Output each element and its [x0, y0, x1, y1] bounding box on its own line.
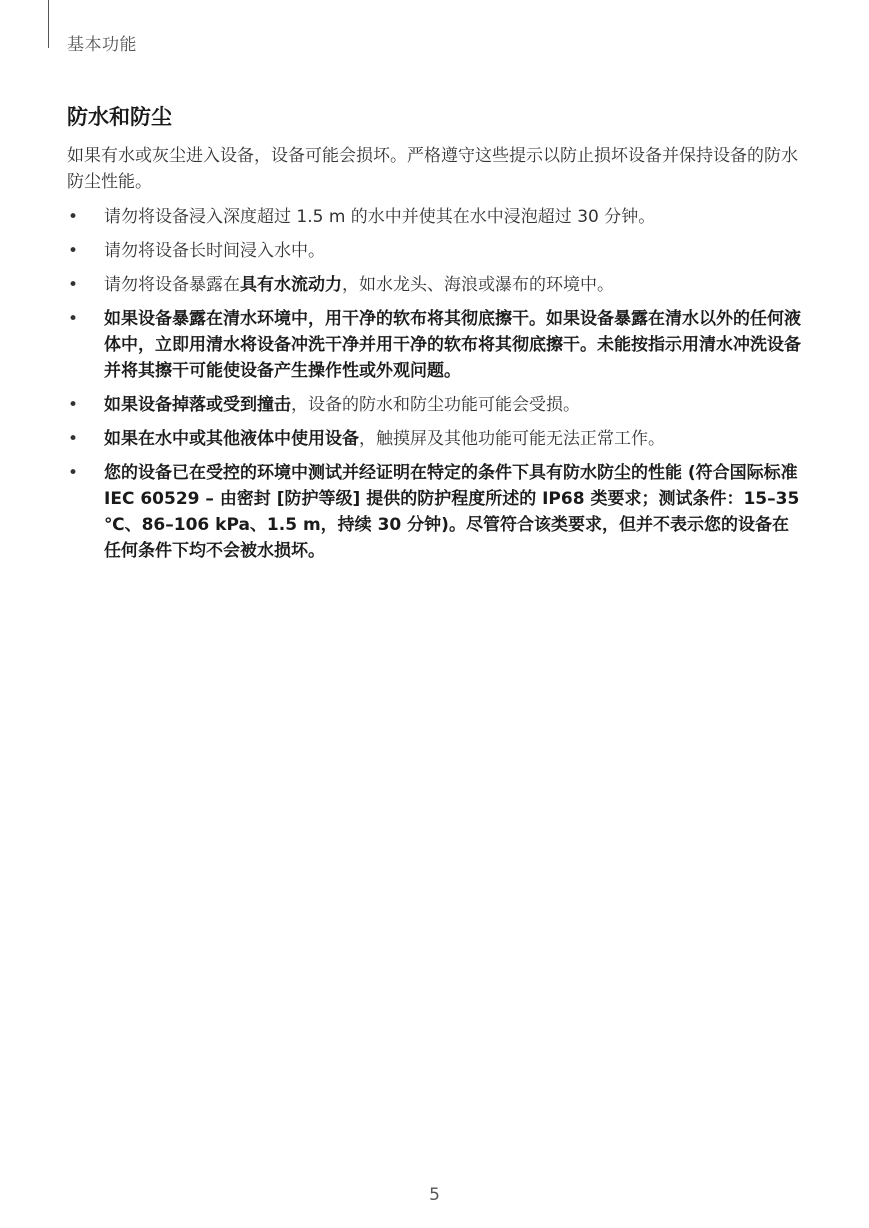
list-item-emphasis: 如果设备掉落或受到撞击	[104, 395, 291, 415]
intro-paragraph: 如果有水或灰尘进入设备，设备可能会损坏。严格遵守这些提示以防止损坏设备并保持设备的防水防尘性能。	[67, 146, 798, 192]
bullet-icon: •	[67, 309, 79, 329]
precaution-list	[67, 204, 802, 572]
list-item	[67, 426, 802, 452]
list-item-text: 请勿将设备长时间浸入水中。	[104, 241, 325, 261]
list-item-text-tail: ，设备的防水和防尘功能可能会受损。	[291, 395, 580, 415]
list-item-emphasis: 您的设备已在受控的环境中测试并经证明在特定的条件下具有防水防尘的性能 (符合国际标准 IEC 60529 – 由密封 [防护等级] 提供的防护程度所述的 IP68 类要求；测试条件：15–35 ℃、86–106 kPa、1.5 m，持续 30 分钟)。尽管符合该类要求，但并不表示您的设备在任何条件下均不会被水损坏。	[104, 463, 800, 561]
page-title: 防水和防尘	[67, 105, 172, 129]
list-item-emphasis: 如果设备暴露在清水环境中，用干净的软布将其彻底擦干。如果设备暴露在清水以外的任何液体中，立即用清水将设备冲洗干净并用干净的软布将其彻底擦干。未能按指示用清水冲洗设备并将其擦干可能使设备产生操作性或外观问题。	[104, 309, 801, 381]
list-item	[67, 306, 802, 384]
bullet-icon: •	[67, 429, 79, 449]
bullet-icon: •	[67, 395, 79, 415]
list-item	[67, 238, 802, 264]
bullet-icon: •	[67, 207, 79, 227]
list-item-text-tail: ，如水龙头、海浪或瀑布的环境中。	[342, 275, 614, 295]
bullet-icon: •	[67, 275, 79, 295]
list-item	[67, 204, 802, 230]
page-number: 5	[429, 1185, 440, 1205]
list-item	[67, 272, 802, 298]
bullet-icon: •	[67, 463, 79, 483]
list-item-emphasis: 如果在水中或其他液体中使用设备	[104, 429, 359, 449]
section-label: 基本功能	[67, 35, 137, 55]
list-item-text-lead: 请勿将设备暴露在	[104, 275, 240, 295]
list-item	[67, 392, 802, 418]
bullet-icon: •	[67, 241, 79, 261]
list-item-text: 请勿将设备浸入深度超过 1.5 m 的水中并使其在水中浸泡超过 30 分钟。	[104, 207, 656, 227]
list-item-emphasis: 具有水流动力	[240, 275, 342, 295]
list-item	[67, 460, 802, 564]
header-divider	[48, 0, 49, 48]
list-item-text-tail: ，触摸屏及其他功能可能无法正常工作。	[359, 429, 665, 449]
